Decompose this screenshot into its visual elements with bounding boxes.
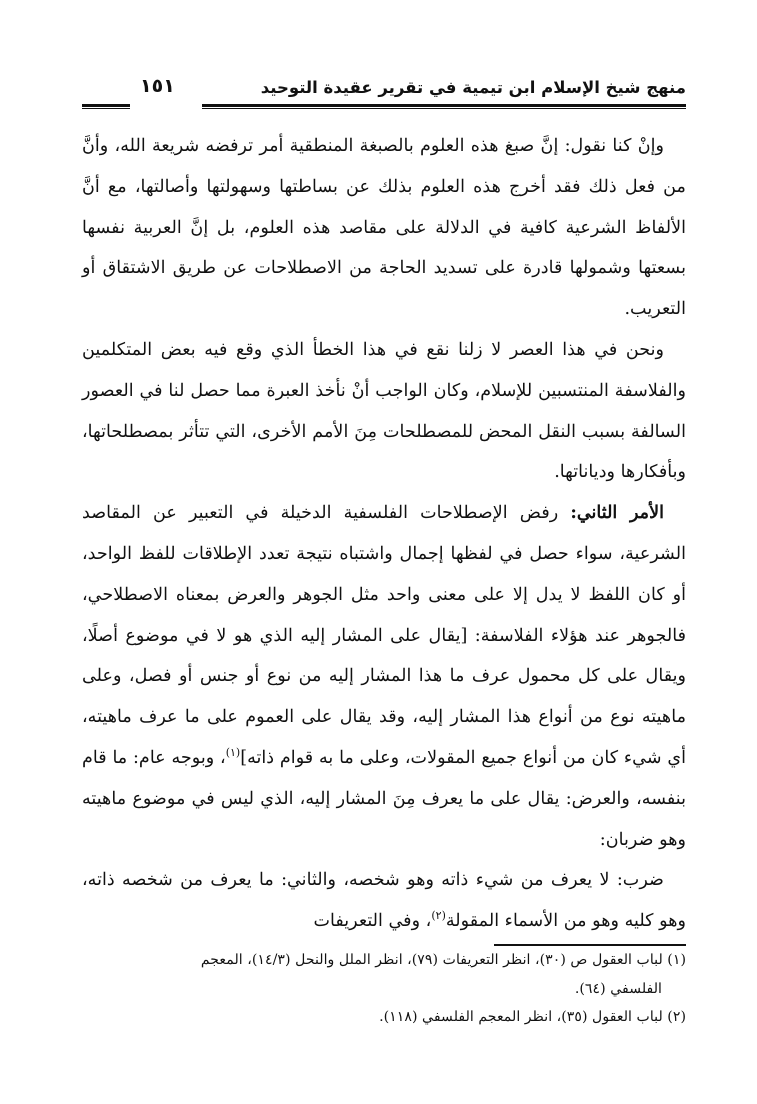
paragraph-2: ونحن في هذا العصر لا زلنا نقع في هذا الخطأ الذي وقع فيه بعض المتكلمين والفلاسفة المنتسبين للإسلام، وكان الواجب أنْ نأخذ العبرة مما حصل لنا في العصور السالفة بسبب النقل المحض للمصطلحات مِنَ الأمم الأخرى، التي تتأثر بمصطلحاتها، وبأفكارها ودياناتها. — [82, 339, 686, 483]
footnote-ref-2[interactable]: (٢) — [431, 909, 446, 923]
paragraph-3 — [82, 493, 686, 860]
paragraph-4-text-a: ضرب: لا يعرف من شيء ذاته وهو شخصه، والثاني: ما يعرف من شخصه ذاته، وهو كليه وهو من الأسماء المقولة — [82, 870, 686, 932]
header-rule-gap — [130, 102, 202, 111]
section-term: الأمر الثاني: — [570, 502, 665, 524]
footnote-ref-1[interactable]: (١) — [225, 746, 241, 760]
paragraph-4 — [82, 860, 686, 942]
footnote-1-continued: الفلسفي (٦٤). — [574, 980, 662, 997]
main-text — [82, 126, 686, 942]
paragraph-3-text-a: رفض الإصطلاحات الفلسفية الدخيلة في التعبير عن المقاصد الشرعية، سواء حصل في لفظها إجمال واشتباه نتيجة تعدد الإطلاقات للفظ الواحد، أو كان اللفظ لا يدل إلا على معنى واحد مثل الجوهر والعرض بمعناه الاصطلاحي، فالجوهر عند هؤلاء الفلاسفة: [يقال على المشار إليه الذي هو لا في موضوع أصلًا، ويقال على كل محمول عرف ما هذا المشار إليه من نوع أو جنس أو فصل، وعلى ماهيته نوع من أنواع هذا المشار إليه، وقد يقال على العموم على ما عرف ماهيته، أي شيء كان من أنواع جميع المقولات، وعلى ما به قوام ذاته] — [82, 503, 686, 768]
running-header — [82, 74, 686, 110]
paragraph-4-text-b: ، وفي التعريفات — [313, 911, 432, 932]
paragraph-3-text-b: ، وبوجه عام: ما قام بنفسه، والعرض: يقال على ما يعرف مِنَ المشار إليه، الذي ليس في موضوع ماهيته وهو ضربان: — [82, 747, 686, 850]
book-title: منهج شيخ الإسلام ابن تيمية في تقرير عقيدة التوحيد — [260, 78, 686, 97]
footnote-1: (١) لباب العقول ص (٣٠)، انظر التعريفات (٧٩)، انظر الملل والنحل (١٤/٣)، المعجم — [200, 952, 686, 968]
page-number: ١٥١ — [140, 75, 175, 97]
footnotes — [82, 946, 686, 1032]
paragraph-1: وإنْ كنا نقول: إنَّ صبغ هذه العلوم بالصبغة المنطقية أمر ترفضه شريعة الله، وأنَّ من فعل ذلك فقد أخرج هذه العلوم بذلك عن بساطتها وسهولتها وأصالتها، مع أنَّ الألفاظ الشرعية كافية في الدلالة على مقاصد هذه العلوم، بل إنَّ العربية نفسها بسعتها وشمولها قادرة على تسديد الحاجة من الاصطلاحات عن طريق الاشتقاق أو التعريب. — [82, 136, 686, 320]
footnote-2: (٢) لباب العقول (٣٥)، انظر المعجم الفلسفي (١١٨). — [379, 1009, 686, 1025]
